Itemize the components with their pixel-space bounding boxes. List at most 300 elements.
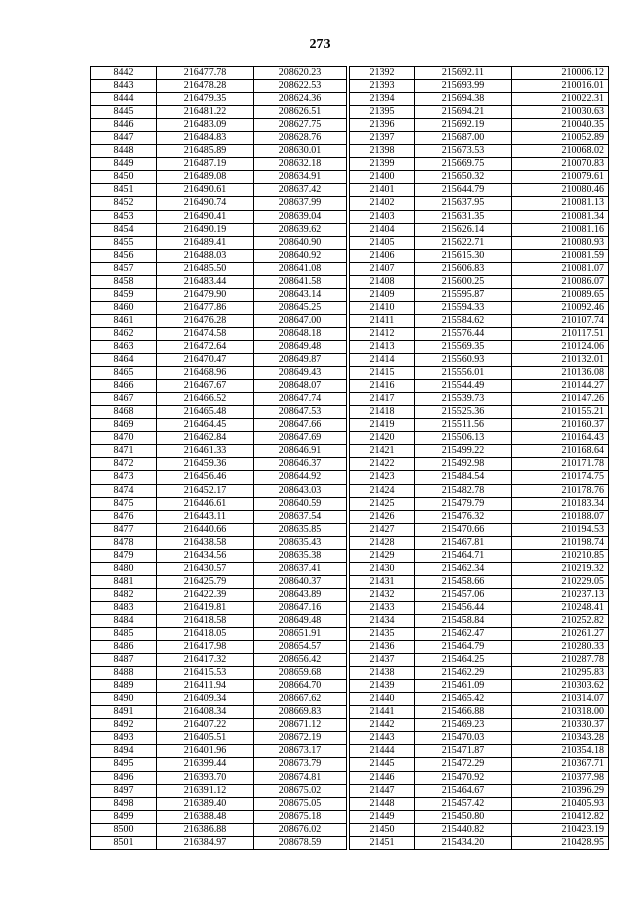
x-coordinate-left: 216422.39: [157, 588, 254, 601]
x-coordinate-left: 216407.22: [157, 719, 254, 732]
x-coordinate-left: 216443.11: [157, 510, 254, 523]
y-coordinate-left: 208627.75: [254, 119, 347, 132]
point-number-left: 8459: [91, 288, 157, 301]
x-coordinate-left: 216418.58: [157, 614, 254, 627]
x-coordinate-right: 215462.29: [415, 667, 512, 680]
x-coordinate-left: 216464.45: [157, 419, 254, 432]
point-number-right: 21393: [350, 80, 415, 93]
point-number-left: 8467: [91, 393, 157, 406]
x-coordinate-right: 215457.06: [415, 588, 512, 601]
y-coordinate-left: 208630.01: [254, 145, 347, 158]
x-coordinate-right: 215484.54: [415, 471, 512, 484]
point-number-left: 8488: [91, 667, 157, 680]
y-coordinate-right: 210168.64: [512, 445, 609, 458]
y-coordinate-right: 210155.21: [512, 406, 609, 419]
y-coordinate-right: 210229.05: [512, 575, 609, 588]
y-coordinate-right: 210079.61: [512, 171, 609, 184]
x-coordinate-left: 216476.28: [157, 314, 254, 327]
y-coordinate-left: 208640.59: [254, 497, 347, 510]
point-number-right: 21394: [350, 93, 415, 106]
table-row: [91, 406, 609, 419]
point-number-left: 8498: [91, 797, 157, 810]
x-coordinate-right: 215569.35: [415, 340, 512, 353]
y-coordinate-left: 208646.91: [254, 445, 347, 458]
y-coordinate-left: 208675.05: [254, 797, 347, 810]
y-coordinate-left: 208649.43: [254, 367, 347, 380]
y-coordinate-right: 210330.37: [512, 719, 609, 732]
y-coordinate-left: 208648.07: [254, 380, 347, 393]
table-row: [91, 471, 609, 484]
point-number-left: 8484: [91, 614, 157, 627]
point-number-right: 21448: [350, 797, 415, 810]
y-coordinate-right: 210423.19: [512, 823, 609, 836]
table-row: [91, 223, 609, 236]
table-row: [91, 275, 609, 288]
point-number-right: 21405: [350, 236, 415, 249]
table-row: [91, 145, 609, 158]
y-coordinate-left: 208664.70: [254, 680, 347, 693]
point-number-right: 21398: [350, 145, 415, 158]
y-coordinate-left: 208678.59: [254, 836, 347, 849]
point-number-left: 8450: [91, 171, 157, 184]
x-coordinate-right: 215456.44: [415, 601, 512, 614]
table-row: [91, 158, 609, 171]
y-coordinate-right: 210117.51: [512, 327, 609, 340]
x-coordinate-right: 215606.83: [415, 262, 512, 275]
x-coordinate-left: 216446.61: [157, 497, 254, 510]
x-coordinate-right: 215472.29: [415, 758, 512, 771]
y-coordinate-left: 208637.42: [254, 184, 347, 197]
point-number-right: 21442: [350, 719, 415, 732]
x-coordinate-left: 216462.84: [157, 432, 254, 445]
table-row: [91, 523, 609, 536]
table-row: [91, 432, 609, 445]
table-row: [91, 810, 609, 823]
point-number-left: 8497: [91, 784, 157, 797]
y-coordinate-right: 210092.46: [512, 301, 609, 314]
y-coordinate-right: 210287.78: [512, 654, 609, 667]
x-coordinate-left: 216384.97: [157, 836, 254, 849]
x-coordinate-right: 215615.30: [415, 249, 512, 262]
table-row: [91, 536, 609, 549]
y-coordinate-left: 208656.42: [254, 654, 347, 667]
point-number-left: 8454: [91, 223, 157, 236]
x-coordinate-left: 216425.79: [157, 575, 254, 588]
y-coordinate-left: 208659.68: [254, 667, 347, 680]
point-number-left: 8470: [91, 432, 157, 445]
point-number-left: 8486: [91, 641, 157, 654]
y-coordinate-left: 208640.37: [254, 575, 347, 588]
table-row: [91, 80, 609, 93]
y-coordinate-left: 208647.00: [254, 314, 347, 327]
point-number-left: 8451: [91, 184, 157, 197]
table-row: [91, 184, 609, 197]
point-number-right: 21435: [350, 628, 415, 641]
point-number-right: 21431: [350, 575, 415, 588]
y-coordinate-right: 210040.35: [512, 119, 609, 132]
x-coordinate-right: 215692.19: [415, 119, 512, 132]
table-row: [91, 823, 609, 836]
x-coordinate-left: 216389.40: [157, 797, 254, 810]
y-coordinate-left: 208640.90: [254, 236, 347, 249]
x-coordinate-right: 215694.38: [415, 93, 512, 106]
y-coordinate-left: 208647.69: [254, 432, 347, 445]
y-coordinate-left: 208654.57: [254, 641, 347, 654]
y-coordinate-right: 210295.83: [512, 667, 609, 680]
point-number-left: 8474: [91, 484, 157, 497]
x-coordinate-right: 215556.01: [415, 367, 512, 380]
x-coordinate-left: 216409.34: [157, 693, 254, 706]
point-number-right: 21432: [350, 588, 415, 601]
x-coordinate-right: 215492.98: [415, 458, 512, 471]
table-row: [91, 119, 609, 132]
point-number-right: 21404: [350, 223, 415, 236]
x-coordinate-left: 216465.48: [157, 406, 254, 419]
point-number-right: 21411: [350, 314, 415, 327]
table-row: [91, 706, 609, 719]
y-coordinate-right: 210081.16: [512, 223, 609, 236]
point-number-left: 8479: [91, 549, 157, 562]
y-coordinate-left: 208628.76: [254, 132, 347, 145]
table-row: [91, 354, 609, 367]
x-coordinate-left: 216474.58: [157, 327, 254, 340]
point-number-left: 8452: [91, 197, 157, 210]
x-coordinate-right: 215457.42: [415, 797, 512, 810]
y-coordinate-right: 210412.82: [512, 810, 609, 823]
y-coordinate-right: 210070.83: [512, 158, 609, 171]
y-coordinate-left: 208647.66: [254, 419, 347, 432]
y-coordinate-left: 208639.62: [254, 223, 347, 236]
point-number-right: 21403: [350, 210, 415, 223]
y-coordinate-right: 210147.26: [512, 393, 609, 406]
x-coordinate-left: 216468.96: [157, 367, 254, 380]
y-coordinate-left: 208643.14: [254, 288, 347, 301]
point-number-left: 8449: [91, 158, 157, 171]
point-number-right: 21433: [350, 601, 415, 614]
x-coordinate-right: 215466.88: [415, 706, 512, 719]
point-number-right: 21444: [350, 745, 415, 758]
x-coordinate-left: 216488.03: [157, 249, 254, 262]
x-coordinate-left: 216440.66: [157, 523, 254, 536]
x-coordinate-right: 215470.66: [415, 523, 512, 536]
point-number-left: 8462: [91, 327, 157, 340]
point-number-left: 8464: [91, 354, 157, 367]
table-row: [91, 601, 609, 614]
table-row: [91, 497, 609, 510]
y-coordinate-left: 208632.18: [254, 158, 347, 171]
table-row: [91, 510, 609, 523]
x-coordinate-left: 216391.12: [157, 784, 254, 797]
table-row: [91, 562, 609, 575]
y-coordinate-right: 210367.71: [512, 758, 609, 771]
x-coordinate-left: 216415.53: [157, 667, 254, 680]
x-coordinate-left: 216386.88: [157, 823, 254, 836]
y-coordinate-right: 210081.13: [512, 197, 609, 210]
y-coordinate-right: 210261.27: [512, 628, 609, 641]
point-number-right: 21438: [350, 667, 415, 680]
point-number-left: 8493: [91, 732, 157, 745]
point-number-left: 8490: [91, 693, 157, 706]
x-coordinate-left: 216434.56: [157, 549, 254, 562]
x-coordinate-left: 216461.33: [157, 445, 254, 458]
y-coordinate-right: 210081.07: [512, 262, 609, 275]
y-coordinate-right: 210314.07: [512, 693, 609, 706]
y-coordinate-right: 210030.63: [512, 106, 609, 119]
x-coordinate-left: 216411.94: [157, 680, 254, 693]
y-coordinate-right: 210198.74: [512, 536, 609, 549]
x-coordinate-right: 215631.35: [415, 210, 512, 223]
x-coordinate-left: 216483.09: [157, 119, 254, 132]
x-coordinate-right: 215440.82: [415, 823, 512, 836]
point-number-right: 21447: [350, 784, 415, 797]
y-coordinate-right: 210089.65: [512, 288, 609, 301]
point-number-right: 21420: [350, 432, 415, 445]
y-coordinate-right: 210080.46: [512, 184, 609, 197]
x-coordinate-right: 215544.49: [415, 380, 512, 393]
x-coordinate-right: 215464.67: [415, 784, 512, 797]
x-coordinate-right: 215594.33: [415, 301, 512, 314]
y-coordinate-right: 210022.31: [512, 93, 609, 106]
x-coordinate-left: 216481.22: [157, 106, 254, 119]
x-coordinate-right: 215464.79: [415, 641, 512, 654]
point-number-right: 21451: [350, 836, 415, 849]
point-number-left: 8460: [91, 301, 157, 314]
y-coordinate-left: 208675.02: [254, 784, 347, 797]
point-number-right: 21408: [350, 275, 415, 288]
point-number-left: 8458: [91, 275, 157, 288]
point-number-left: 8491: [91, 706, 157, 719]
x-coordinate-right: 215669.75: [415, 158, 512, 171]
table-row: [91, 301, 609, 314]
x-coordinate-right: 215560.93: [415, 354, 512, 367]
table-row: [91, 458, 609, 471]
y-coordinate-left: 208635.43: [254, 536, 347, 549]
y-coordinate-left: 208651.91: [254, 628, 347, 641]
y-coordinate-right: 210052.89: [512, 132, 609, 145]
x-coordinate-right: 215600.25: [415, 275, 512, 288]
x-coordinate-right: 215637.95: [415, 197, 512, 210]
y-coordinate-right: 210136.08: [512, 367, 609, 380]
x-coordinate-left: 216408.34: [157, 706, 254, 719]
table-row: [91, 784, 609, 797]
point-number-right: 21407: [350, 262, 415, 275]
point-number-right: 21419: [350, 419, 415, 432]
y-coordinate-right: 210428.95: [512, 836, 609, 849]
point-number-right: 21416: [350, 380, 415, 393]
point-number-left: 8494: [91, 745, 157, 758]
x-coordinate-left: 216477.86: [157, 301, 254, 314]
point-number-right: 21422: [350, 458, 415, 471]
table-row: [91, 393, 609, 406]
table-row: [91, 575, 609, 588]
y-coordinate-left: 208635.38: [254, 549, 347, 562]
point-number-left: 8448: [91, 145, 157, 158]
page-number: 273: [309, 37, 331, 52]
point-number-left: 8501: [91, 836, 157, 849]
y-coordinate-right: 210354.18: [512, 745, 609, 758]
x-coordinate-right: 215458.84: [415, 614, 512, 627]
y-coordinate-left: 208671.12: [254, 719, 347, 732]
y-coordinate-left: 208646.37: [254, 458, 347, 471]
x-coordinate-right: 215499.22: [415, 445, 512, 458]
point-number-right: 21445: [350, 758, 415, 771]
y-coordinate-left: 208673.79: [254, 758, 347, 771]
point-number-right: 21410: [350, 301, 415, 314]
x-coordinate-left: 216418.05: [157, 628, 254, 641]
point-number-right: 21399: [350, 158, 415, 171]
point-number-right: 21412: [350, 327, 415, 340]
table-row: [91, 654, 609, 667]
y-coordinate-right: 210124.06: [512, 340, 609, 353]
point-number-right: 21409: [350, 288, 415, 301]
point-number-right: 21395: [350, 106, 415, 119]
x-coordinate-right: 215469.23: [415, 719, 512, 732]
x-coordinate-left: 216470.47: [157, 354, 254, 367]
y-coordinate-left: 208672.19: [254, 732, 347, 745]
point-number-left: 8480: [91, 562, 157, 575]
point-number-left: 8468: [91, 406, 157, 419]
point-number-left: 8453: [91, 210, 157, 223]
point-number-left: 8477: [91, 523, 157, 536]
x-coordinate-left: 216490.19: [157, 223, 254, 236]
y-coordinate-right: 210210.85: [512, 549, 609, 562]
table-row: [91, 693, 609, 706]
point-number-left: 8457: [91, 262, 157, 275]
coordinates-table: [90, 66, 609, 850]
coordinates-sheet: [90, 66, 609, 850]
y-coordinate-left: 208645.25: [254, 301, 347, 314]
y-coordinate-right: 210396.29: [512, 784, 609, 797]
x-coordinate-left: 216490.74: [157, 197, 254, 210]
x-coordinate-right: 215525.36: [415, 406, 512, 419]
point-number-left: 8455: [91, 236, 157, 249]
x-coordinate-right: 215467.81: [415, 536, 512, 549]
x-coordinate-left: 216485.89: [157, 145, 254, 158]
y-coordinate-right: 210280.33: [512, 641, 609, 654]
table-row: [91, 445, 609, 458]
y-coordinate-left: 208647.16: [254, 601, 347, 614]
point-number-left: 8472: [91, 458, 157, 471]
x-coordinate-left: 216483.44: [157, 275, 254, 288]
y-coordinate-left: 208649.48: [254, 340, 347, 353]
x-coordinate-left: 216417.98: [157, 641, 254, 654]
y-coordinate-right: 210303.62: [512, 680, 609, 693]
point-number-left: 8482: [91, 588, 157, 601]
x-coordinate-right: 215539.73: [415, 393, 512, 406]
x-coordinate-right: 215476.32: [415, 510, 512, 523]
x-coordinate-left: 216479.90: [157, 288, 254, 301]
y-coordinate-right: 210068.02: [512, 145, 609, 158]
x-coordinate-right: 215644.79: [415, 184, 512, 197]
y-coordinate-left: 208637.41: [254, 562, 347, 575]
table-row: [91, 732, 609, 745]
table-row: [91, 745, 609, 758]
y-coordinate-right: 210194.53: [512, 523, 609, 536]
x-coordinate-left: 216490.61: [157, 184, 254, 197]
point-number-right: 21441: [350, 706, 415, 719]
x-coordinate-right: 215450.80: [415, 810, 512, 823]
table-row: [91, 340, 609, 353]
y-coordinate-left: 208620.23: [254, 67, 347, 80]
table-row: [91, 419, 609, 432]
y-coordinate-right: 210006.12: [512, 67, 609, 80]
point-number-left: 8492: [91, 719, 157, 732]
point-number-left: 8485: [91, 628, 157, 641]
y-coordinate-left: 208622.53: [254, 80, 347, 93]
y-coordinate-right: 210107.74: [512, 314, 609, 327]
point-number-right: 21446: [350, 771, 415, 784]
point-number-right: 21418: [350, 406, 415, 419]
y-coordinate-right: 210081.34: [512, 210, 609, 223]
y-coordinate-left: 208643.03: [254, 484, 347, 497]
table-row: [91, 314, 609, 327]
point-number-right: 21423: [350, 471, 415, 484]
table-row: [91, 288, 609, 301]
point-number-right: 21437: [350, 654, 415, 667]
y-coordinate-left: 208641.58: [254, 275, 347, 288]
table-row: [91, 484, 609, 497]
point-number-right: 21449: [350, 810, 415, 823]
x-coordinate-right: 215511.56: [415, 419, 512, 432]
y-coordinate-right: 210171.78: [512, 458, 609, 471]
point-number-right: 21427: [350, 523, 415, 536]
y-coordinate-left: 208624.36: [254, 93, 347, 106]
point-number-left: 8447: [91, 132, 157, 145]
x-coordinate-right: 215462.47: [415, 628, 512, 641]
x-coordinate-left: 216487.19: [157, 158, 254, 171]
table-row: [91, 680, 609, 693]
table-row: [91, 93, 609, 106]
point-number-right: 21396: [350, 119, 415, 132]
table-row: [91, 262, 609, 275]
y-coordinate-right: 210174.75: [512, 471, 609, 484]
point-number-left: 8444: [91, 93, 157, 106]
x-coordinate-right: 215464.71: [415, 549, 512, 562]
y-coordinate-left: 208637.54: [254, 510, 347, 523]
point-number-right: 21402: [350, 197, 415, 210]
x-coordinate-right: 215434.20: [415, 836, 512, 849]
y-coordinate-left: 208644.92: [254, 471, 347, 484]
y-coordinate-right: 210016.01: [512, 80, 609, 93]
point-number-right: 21397: [350, 132, 415, 145]
y-coordinate-right: 210081.59: [512, 249, 609, 262]
x-coordinate-right: 215626.14: [415, 223, 512, 236]
y-coordinate-right: 210377.98: [512, 771, 609, 784]
y-coordinate-right: 210248.41: [512, 601, 609, 614]
table-row: [91, 628, 609, 641]
x-coordinate-right: 215650.32: [415, 171, 512, 184]
table-row: [91, 549, 609, 562]
point-number-right: 21450: [350, 823, 415, 836]
table-row: [91, 771, 609, 784]
y-coordinate-left: 208647.53: [254, 406, 347, 419]
y-coordinate-right: 210343.28: [512, 732, 609, 745]
x-coordinate-right: 215584.62: [415, 314, 512, 327]
table-row: [91, 758, 609, 771]
point-number-right: 21421: [350, 445, 415, 458]
x-coordinate-right: 215687.00: [415, 132, 512, 145]
x-coordinate-left: 216489.08: [157, 171, 254, 184]
y-coordinate-right: 210318.00: [512, 706, 609, 719]
point-number-right: 21429: [350, 549, 415, 562]
point-number-left: 8465: [91, 367, 157, 380]
x-coordinate-right: 215482.78: [415, 484, 512, 497]
y-coordinate-left: 208643.89: [254, 588, 347, 601]
x-coordinate-left: 216438.58: [157, 536, 254, 549]
table-row: [91, 380, 609, 393]
y-coordinate-left: 208637.99: [254, 197, 347, 210]
y-coordinate-left: 208647.74: [254, 393, 347, 406]
